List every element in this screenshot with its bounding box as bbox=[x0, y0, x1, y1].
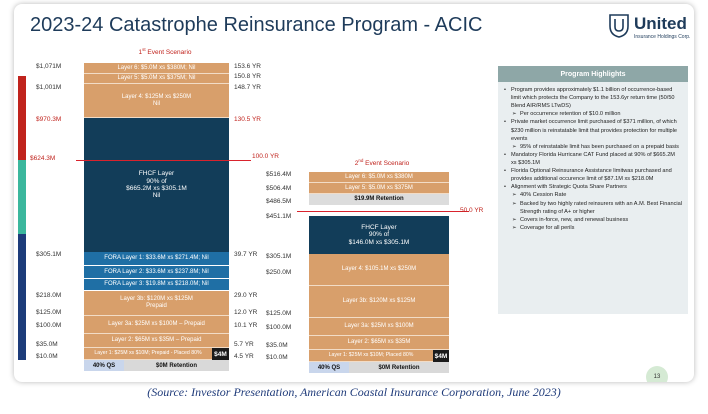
y-label: $305.1M bbox=[36, 251, 62, 258]
highlight-text: Program provides approximately $1.1 billion of occurrence-based limit which protects the Company to the 153.6yr return time (50/50 Blend AIR/RMS LTwDS) bbox=[511, 87, 675, 110]
second-layer-4: Layer 4: $105.1M xs $250M bbox=[309, 254, 449, 286]
red-line-100yr bbox=[76, 160, 251, 161]
highlight-subitem bbox=[504, 200, 682, 216]
y-label: $451.1M bbox=[266, 213, 292, 220]
highlight-text: Backed by two highly rated reinsurers with an A.M. Best Financial Strength rating of A+ or higher bbox=[520, 200, 682, 215]
return-period-label: 50.0 YR bbox=[460, 207, 484, 214]
return-period-label: 29.0 YR bbox=[234, 292, 258, 299]
highlight-text: 40% Cession Rate bbox=[520, 192, 567, 199]
return-period-label: 148.7 YR bbox=[234, 84, 261, 91]
second-layer-2: Layer 2: $65M xs $35M bbox=[309, 336, 449, 350]
arrow-bullet-icon: ➢ bbox=[512, 111, 517, 118]
second-event-ordinal-suffix: nd bbox=[358, 158, 364, 163]
return-period-label: 153.6 YR bbox=[234, 63, 261, 70]
y-label: $486.5M bbox=[266, 198, 292, 205]
second-event-header bbox=[332, 158, 432, 167]
layer-3b-line-1: Layer 3b: $120M xs $125M bbox=[120, 296, 193, 303]
highlight-text: Per occurrence retention of $10.0 million bbox=[520, 111, 621, 118]
return-period-label: 100.0 YR bbox=[252, 153, 279, 160]
highlight-subitem bbox=[504, 224, 682, 232]
return-period-label: 130.5 YR bbox=[234, 116, 261, 123]
fora-layer-1: FORA Layer 1: $33.6M xs $271.4M; Nil bbox=[84, 252, 229, 266]
bullet-icon: • bbox=[504, 168, 506, 175]
second-fhcf-line-3: $146.0M xs $305.1M bbox=[348, 238, 410, 246]
source-caption: (Source: Investor Presentation, American Coastal Insurance Corporation, June 2023) bbox=[147, 385, 561, 399]
layer-3b bbox=[84, 291, 229, 316]
return-period-label: 12.0 YR bbox=[234, 309, 258, 316]
arrow-bullet-icon: ➢ bbox=[512, 192, 517, 199]
layer-6: Layer 6: $5.0M xs $380M; Nil bbox=[84, 63, 229, 74]
y-label: $970.3M bbox=[36, 116, 62, 123]
y-label: $506.4M bbox=[266, 185, 292, 192]
y-label: $35.0M bbox=[36, 341, 58, 348]
bullet-icon: • bbox=[504, 119, 506, 126]
fhcf-line-4: Nil bbox=[152, 192, 161, 200]
y-label: $125.0M bbox=[36, 309, 62, 316]
fora-layer-3: FORA Layer 3: $19.8M xs $218.0M; Nil bbox=[84, 279, 229, 291]
highlight-text: Alignment with Strategic Quota Share Partners bbox=[511, 184, 627, 191]
bullet-icon: • bbox=[504, 151, 506, 158]
y-label: $250.0M bbox=[266, 269, 292, 276]
y-label: $624.3M bbox=[30, 155, 56, 162]
first-event-ordinal: 1 bbox=[138, 49, 143, 57]
first-event-ordinal-suffix: st bbox=[142, 47, 146, 52]
arrow-bullet-icon: ➢ bbox=[512, 224, 517, 231]
first-event-header bbox=[110, 47, 220, 56]
retention-label: $0M Retention bbox=[124, 360, 229, 371]
highlight-text: Mandatory Florida Hurricane CAT Fund placed at 90% of $665.2M xs $305.1M bbox=[511, 151, 675, 166]
arrow-bullet-icon: ➢ bbox=[512, 143, 517, 150]
bullet-icon: • bbox=[504, 87, 506, 93]
logo-subtitle: Insurance Holdings Corp. bbox=[634, 34, 691, 40]
strip-dark-blue bbox=[18, 234, 26, 360]
highlight-text: Covers in-force, new, and renewal business bbox=[520, 216, 629, 223]
return-period-label: 150.8 YR bbox=[234, 73, 261, 80]
second-retention-label: $0M Retention bbox=[349, 362, 449, 373]
highlight-item bbox=[504, 86, 682, 110]
second-retained-badge: $4M bbox=[433, 350, 449, 362]
highlight-text: Coverage for all perils bbox=[520, 224, 575, 231]
layer-4-line-2: Nil bbox=[153, 100, 160, 107]
red-line-50yr bbox=[297, 211, 469, 212]
highlight-text: 95% of reinstatable limit has been purchased on a prepaid basis bbox=[520, 143, 679, 150]
second-fhcf-line-1: FHCF Layer bbox=[361, 223, 397, 231]
y-label: $35.0M bbox=[266, 342, 288, 349]
return-period-label: 10.1 YR bbox=[234, 322, 258, 329]
retained-badge: $4M bbox=[212, 348, 229, 360]
highlight-item bbox=[504, 183, 682, 191]
second-layer-5: Layer 5: $5.0M xs $375M bbox=[309, 183, 449, 194]
highlight-text: Florida Optional Reinsurance Assistance limitwas purchased and provides additional occurence limit of $87.1M xs $218.0M bbox=[511, 168, 672, 183]
company-logo bbox=[604, 12, 694, 48]
fhcf-line-2: 90% of bbox=[146, 177, 167, 185]
fhcf-line-1: FHCF Layer bbox=[138, 170, 175, 178]
return-period-label: 4.5 YR bbox=[234, 353, 254, 360]
strip-red bbox=[18, 76, 26, 160]
slide-title: 2023-24 Catastrophe Reinsurance Program - ACIC bbox=[30, 14, 483, 36]
y-label: $218.0M bbox=[36, 292, 62, 299]
y-label: $516.4M bbox=[266, 171, 292, 178]
second-layer-1: Layer 1: $25M xs $10M; Placed 80% bbox=[309, 350, 433, 362]
layer-4 bbox=[84, 84, 229, 118]
page-number: 13 bbox=[646, 366, 668, 382]
fhcf-line-3: $665.2M xs $305.1M bbox=[126, 185, 187, 192]
fhcf-layer bbox=[84, 118, 229, 252]
y-label: $1,071M bbox=[36, 63, 62, 70]
highlight-subitem bbox=[504, 143, 682, 151]
strip-teal bbox=[18, 160, 26, 234]
highlights-list bbox=[504, 86, 682, 232]
first-event-header-text: Event Scenario bbox=[147, 49, 192, 57]
highlight-item bbox=[504, 118, 682, 142]
second-layer-3a: Layer 3a: $25M xs $100M bbox=[309, 318, 449, 336]
shield-u-logo-icon bbox=[608, 14, 630, 38]
second-event-ordinal: 2 bbox=[354, 160, 359, 168]
layer-5: Layer 5: $5.0M xs $375M; Nil bbox=[84, 74, 229, 84]
quota-share-label: 40% QS bbox=[84, 360, 124, 371]
second-fhcf-line-2: 90% of bbox=[368, 231, 390, 239]
second-layer-6: Layer 6: $5.0M xs $380M bbox=[309, 172, 449, 183]
layer-3b-line-2: Prepaid bbox=[146, 303, 167, 309]
layer-3a: Layer 3a: $25M xs $100M – Prepaid bbox=[84, 316, 229, 334]
y-label: $10.0M bbox=[36, 353, 58, 360]
second-quota-share-label: 40% QS bbox=[309, 362, 349, 373]
logo-name: United bbox=[634, 14, 687, 33]
y-label: $100.0M bbox=[266, 324, 292, 331]
second-retention: $19.9M Retention bbox=[309, 194, 449, 205]
panel-title: Program Highlights bbox=[498, 66, 688, 82]
layer-2: Layer 2: $65M xs $35M – Prepaid bbox=[84, 334, 229, 348]
bullet-icon: • bbox=[504, 184, 506, 191]
layer-1: Layer 1: $25M xs $10M; Prepaid - Placed 80% bbox=[84, 348, 212, 360]
arrow-bullet-icon: ➢ bbox=[512, 216, 517, 223]
return-period-label: 5.7 YR bbox=[234, 341, 254, 348]
y-label: $125.0M bbox=[266, 310, 292, 317]
program-highlights-panel bbox=[498, 66, 688, 314]
return-period-label: 39.7 YR bbox=[234, 251, 258, 258]
slide bbox=[14, 4, 694, 382]
y-label: $305.1M bbox=[266, 253, 292, 260]
highlight-subitem bbox=[504, 216, 682, 224]
fora-layer-2: FORA Layer 2: $33.6M xs $237.8M; Nil bbox=[84, 266, 229, 279]
y-label: $10.0M bbox=[266, 354, 288, 361]
second-fhcf-layer bbox=[309, 216, 449, 254]
highlight-item bbox=[504, 167, 682, 183]
layer-4-line-1: Layer 4: $125M xs $250M bbox=[121, 93, 192, 100]
highlight-subitem bbox=[504, 110, 682, 118]
y-label: $1,001M bbox=[36, 84, 62, 91]
highlight-item bbox=[504, 151, 682, 167]
y-label: $100.0M bbox=[36, 322, 62, 329]
second-event-header-text: Event Scenario bbox=[365, 160, 410, 168]
second-layer-3b: Layer 3b: $120M xs $125M bbox=[309, 286, 449, 318]
arrow-bullet-icon: ➢ bbox=[512, 200, 517, 207]
highlight-subitem bbox=[504, 191, 682, 199]
highlight-text: Private market occurrence limit purchased of $371 million, of which $230 million is reinstatable limit that provides protection for multiple events bbox=[511, 119, 678, 142]
